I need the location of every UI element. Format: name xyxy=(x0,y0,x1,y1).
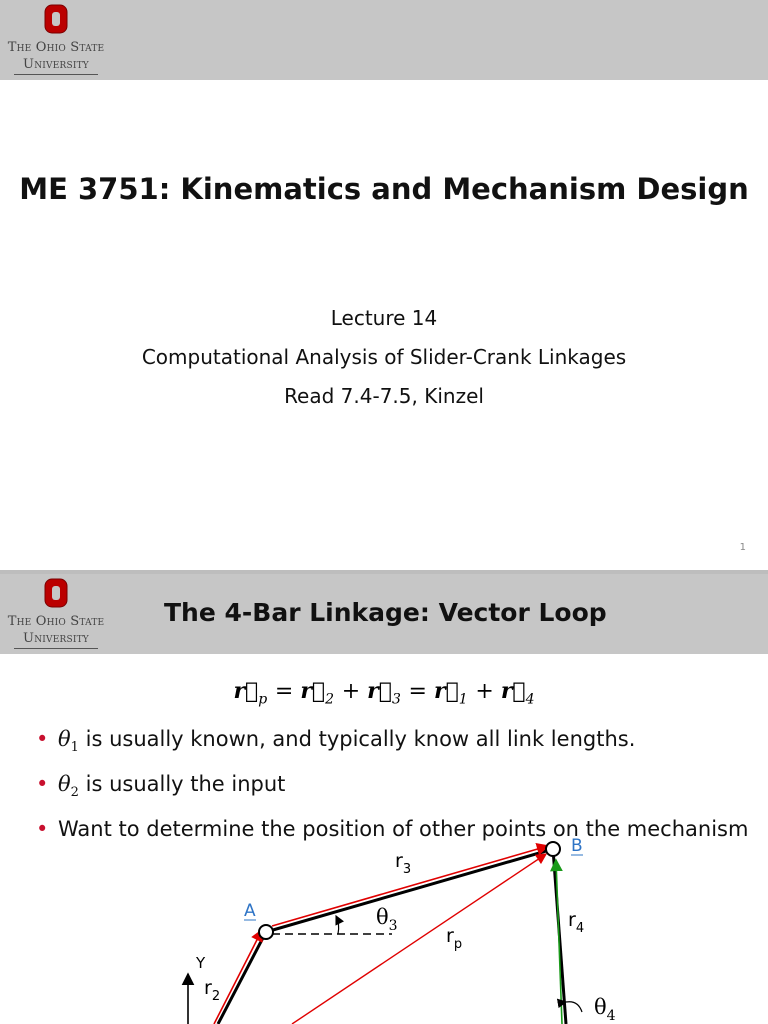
lecture-number: Lecture 14 xyxy=(330,306,438,330)
vector-r2 xyxy=(214,930,262,1024)
eq-r4: $r⃗_4$ xyxy=(500,678,535,708)
point-b-label: B xyxy=(571,836,583,856)
logo-text-line2: University xyxy=(23,631,89,646)
block-o-icon xyxy=(42,578,70,608)
logo-text-line1: The Ohio State xyxy=(7,40,105,55)
logo-underline xyxy=(14,74,98,75)
vector-loop-equation: $r⃗_p$ = $r⃗_2$ + $r⃗_3$ = $r⃗_1$ + $r⃗_4$ xyxy=(233,678,535,708)
theta4-label: $\theta_4$ xyxy=(594,995,616,1024)
r4-label: $r_4$ xyxy=(568,909,585,936)
r2-label: $r_2$ xyxy=(204,977,221,1004)
theta4-arc xyxy=(566,1002,582,1012)
logo-text-line2: University xyxy=(23,57,89,72)
link-2 xyxy=(218,932,266,1024)
course-title: ME 3751: Kinematics and Mechanism Design xyxy=(19,172,749,206)
vector-loop-slide xyxy=(0,574,768,1024)
reading-assignment: Read 7.4-7.5, Kinzel xyxy=(284,384,484,408)
block-o-icon xyxy=(42,4,70,34)
osu-logo xyxy=(0,0,112,80)
osu-logo xyxy=(0,574,112,654)
y-axis-label: Y xyxy=(196,954,206,972)
lecture-topic: Computational Analysis of Slider-Crank Linkages xyxy=(141,345,627,369)
vector-rp xyxy=(292,854,546,1024)
vector-r3 xyxy=(272,846,548,926)
eq-rp: $r⃗_p$ xyxy=(233,678,268,708)
bullet-item: • Want to determine the position of other points on the mechanism xyxy=(34,816,754,842)
rp-label: $r_p$ xyxy=(446,925,463,952)
header-banner xyxy=(0,0,768,80)
theta3-label: $\theta_3$ xyxy=(376,905,398,934)
page-number: 1 xyxy=(739,542,746,553)
four-bar-linkage-diagram xyxy=(0,824,768,1024)
eq-r2: $r⃗_2$ xyxy=(300,678,335,708)
header-banner xyxy=(0,574,768,654)
point-a-label: A xyxy=(244,901,256,921)
logo-text-line1: The Ohio State xyxy=(7,614,105,629)
joint-b xyxy=(546,842,560,856)
r3-label: $r_3$ xyxy=(395,850,412,877)
slide-title: The 4-Bar Linkage: Vector Loop xyxy=(164,598,607,627)
eq-r3: $r⃗_3$ xyxy=(367,678,401,708)
eq-r1: $r⃗_1$ xyxy=(433,678,468,708)
bullet-item: • $\theta_2$ is usually the input xyxy=(34,771,754,806)
logo-underline xyxy=(14,648,98,649)
joint-a xyxy=(259,925,273,939)
bullet-item: • $\theta_1$ is usually known, and typically know all link lengths. xyxy=(34,726,754,761)
theta3-arc xyxy=(336,916,339,934)
